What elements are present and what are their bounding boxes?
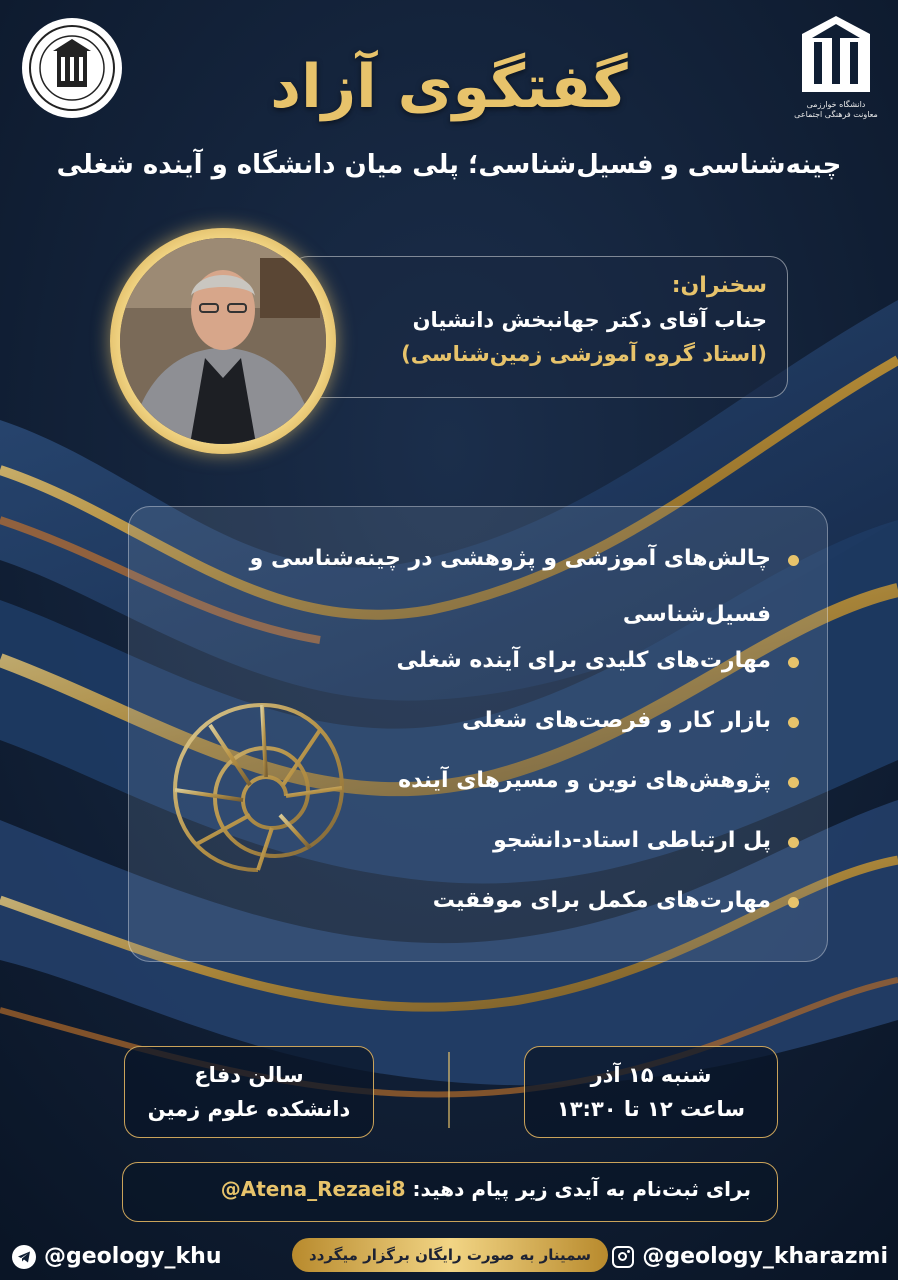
free-seminar-badge: سمینار به صورت رایگان برگزار میگردد (292, 1238, 608, 1272)
date-time-box (524, 1046, 778, 1138)
topic-text: پل ارتباطی استاد-دانشجو (493, 828, 771, 853)
topic-text: پژوهش‌های نوین و مسیرهای آینده (398, 768, 771, 793)
registration-text: برای ثبت‌نام به آیدی زیر پیام دهید: (412, 1177, 751, 1201)
speaker-photo (120, 238, 326, 444)
list-item (199, 827, 799, 855)
event-date: شنبه ۱۵ آذر (590, 1063, 712, 1087)
registration-id-link[interactable]: @Atena_Rezaei8 (220, 1177, 406, 1201)
bullet-icon (788, 555, 799, 566)
bullet-icon (788, 657, 799, 668)
page-title: گفتگوی آزاد (270, 52, 628, 122)
logo-caption-line-2: معاونت فرهنگی اجتماعی (794, 110, 878, 119)
instagram-icon (612, 1246, 634, 1268)
bullet-icon (788, 777, 799, 788)
logo-caption-line-1: دانشگاه خوارزمی (806, 100, 866, 109)
instagram-link[interactable] (612, 1244, 888, 1269)
topics-panel (128, 506, 828, 962)
list-item (199, 531, 799, 643)
topics-list (199, 545, 799, 947)
topic-text: بازار کار و فرصت‌های شغلی (461, 708, 771, 733)
topic-text: چالش‌های آموزشی و پژوهشی در چینه‌شناسی و فسیل‌شناسی (249, 546, 771, 627)
speaker-card (290, 256, 788, 398)
instagram-handle: @geology_kharazmi (642, 1244, 888, 1269)
speaker-label: سخنران: (671, 273, 767, 298)
bullet-icon (788, 897, 799, 908)
registration-line (221, 1177, 751, 1201)
event-time: ساعت ۱۲ تا ۱۳:۳۰ (556, 1097, 746, 1121)
telegram-icon (12, 1245, 36, 1269)
event-building: دانشکده علوم زمین (147, 1097, 351, 1121)
kharazmi-university-logo-icon (790, 12, 882, 98)
bullet-icon (788, 717, 799, 728)
speaker-photo-frame (110, 228, 336, 454)
topic-text: مهارت‌های کلیدی برای آینده شغلی (396, 648, 771, 673)
list-item (199, 887, 799, 915)
university-seal-icon (27, 23, 117, 113)
venue-box (124, 1046, 374, 1138)
info-divider (448, 1052, 450, 1128)
page-subtitle: چینه‌شناسی و فسیل‌شناسی؛ پلی میان دانشگاه و آینده شغلی (56, 150, 842, 180)
logo-caption (790, 100, 882, 120)
event-venue: سالن دفاع (194, 1063, 304, 1087)
speaker-role: (استاد گروه آموزشی زمین‌شناسی) (401, 342, 767, 366)
kharazmi-logo (790, 12, 882, 124)
university-seal (22, 18, 122, 118)
speaker-info (367, 269, 767, 371)
list-item (199, 707, 799, 735)
list-item (199, 767, 799, 795)
telegram-link[interactable] (12, 1244, 221, 1269)
speaker-name: جناب آقای دکتر جهانبخش دانشیان (412, 308, 767, 332)
telegram-handle: @geology_khu (44, 1244, 222, 1269)
topic-text: مهارت‌های مکمل برای موفقیت (432, 888, 771, 913)
bullet-icon (788, 837, 799, 848)
list-item (199, 647, 799, 675)
registration-box (122, 1162, 778, 1222)
